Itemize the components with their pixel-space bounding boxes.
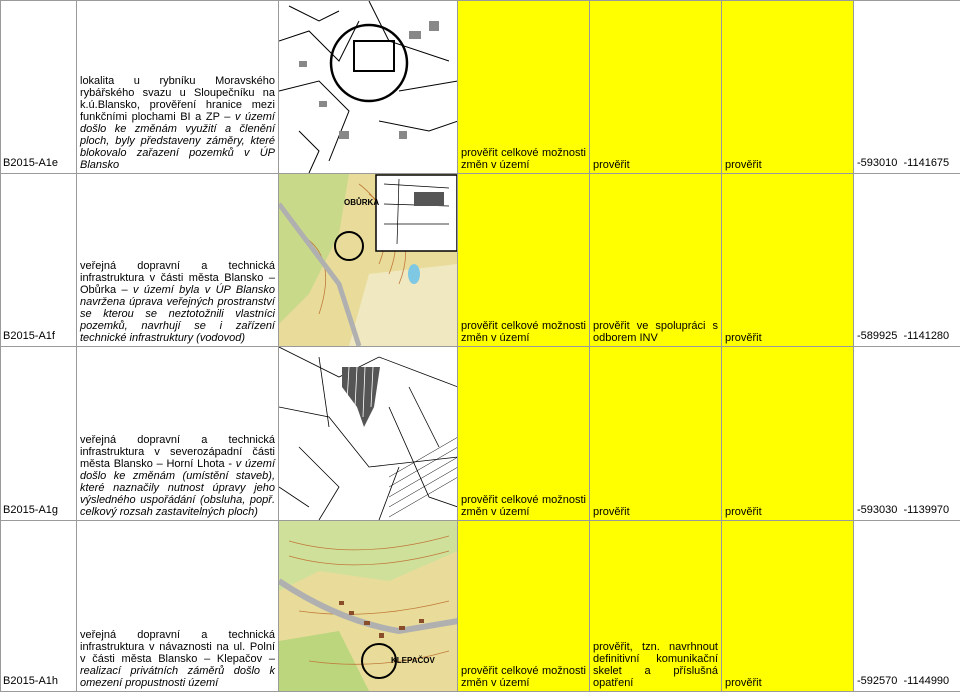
col-possibilities: prověřit celkové možnosti změn v území xyxy=(458,1,590,174)
map-image xyxy=(279,347,458,520)
map-place-label: KLEPAČOV xyxy=(391,656,436,665)
col-check-c: prověřit xyxy=(722,347,854,521)
col-check-b: prověřit xyxy=(590,1,722,174)
row-description: veřejná dopravní a technická infrastruktura v severozápadní části města Blansko – Horní Lhota - v území došlo ke změnám (umístění staveb), které naznačily nutnost úpravy jeho výsledného uspořádání (obsluha, popř. celkový rozsah zastavitelných ploch) xyxy=(77,347,279,521)
map-place-label: OBŮRKA xyxy=(344,197,379,207)
map-image xyxy=(279,174,458,346)
col-check-b: prověřit ve spolupráci s odborem INV xyxy=(590,174,722,347)
table-row xyxy=(1,174,960,347)
col-check-c: prověřit xyxy=(722,174,854,347)
coordinates: -592570 -1144990 xyxy=(854,521,960,692)
table-row xyxy=(1,347,960,521)
row-id: B2015-A1e xyxy=(1,1,77,174)
map-image xyxy=(279,521,458,691)
location-map xyxy=(279,521,458,692)
row-description: veřejná dopravní a technická infrastruktura v návaznosti na ul. Polní v části města Blansko – Klepačov – realizací privátních záměrů došlo k omezení propustnosti území xyxy=(77,521,279,692)
coordinates: -593010 -1141675 xyxy=(854,1,960,174)
col-check-c: prověřit xyxy=(722,1,854,174)
col-check-b: prověřit xyxy=(590,347,722,521)
col-check-b: prověřit, tzn. navrhnout definitivní komunikační skelet a příslušná opatření xyxy=(590,521,722,692)
col-check-c: prověřit xyxy=(722,521,854,692)
row-description: veřejná dopravní a technická infrastruktura v části města Blansko – Obůrka – v území byla v ÚP Blansko navržena úprava veřejných prostranství se kterou se neztotožnili vlastníci pozemků, navrhují se i zařízení technické infrastruktury (vodovod) xyxy=(77,174,279,347)
col-possibilities: prověřit celkové možnosti změn v území xyxy=(458,174,590,347)
map-image xyxy=(279,1,458,173)
col-possibilities: prověřit celkové možnosti změn v území xyxy=(458,347,590,521)
location-map xyxy=(279,347,458,521)
row-description: lokalita u rybníku Moravského rybářského svazu u Sloupečníku na k.ú.Blansko, prověření hranice mezi funkčními plochami BI a ZP – v území došlo ke změnám využití a členění ploch, byly představeny záměry, které blokovalo zařazení pozemků v ÚP Blansko xyxy=(77,1,279,174)
coordinates: -593030 -1139970 xyxy=(854,347,960,521)
coordinates: -589925 -1141280 xyxy=(854,174,960,347)
table-row xyxy=(1,521,960,692)
row-id: B2015-A1h xyxy=(1,521,77,692)
table-row xyxy=(1,1,960,174)
row-id: B2015-A1g xyxy=(1,347,77,521)
location-map xyxy=(279,1,458,174)
row-id: B2015-A1f xyxy=(1,174,77,347)
col-possibilities: prověřit celkové možnosti změn v území xyxy=(458,521,590,692)
location-map xyxy=(279,174,458,347)
